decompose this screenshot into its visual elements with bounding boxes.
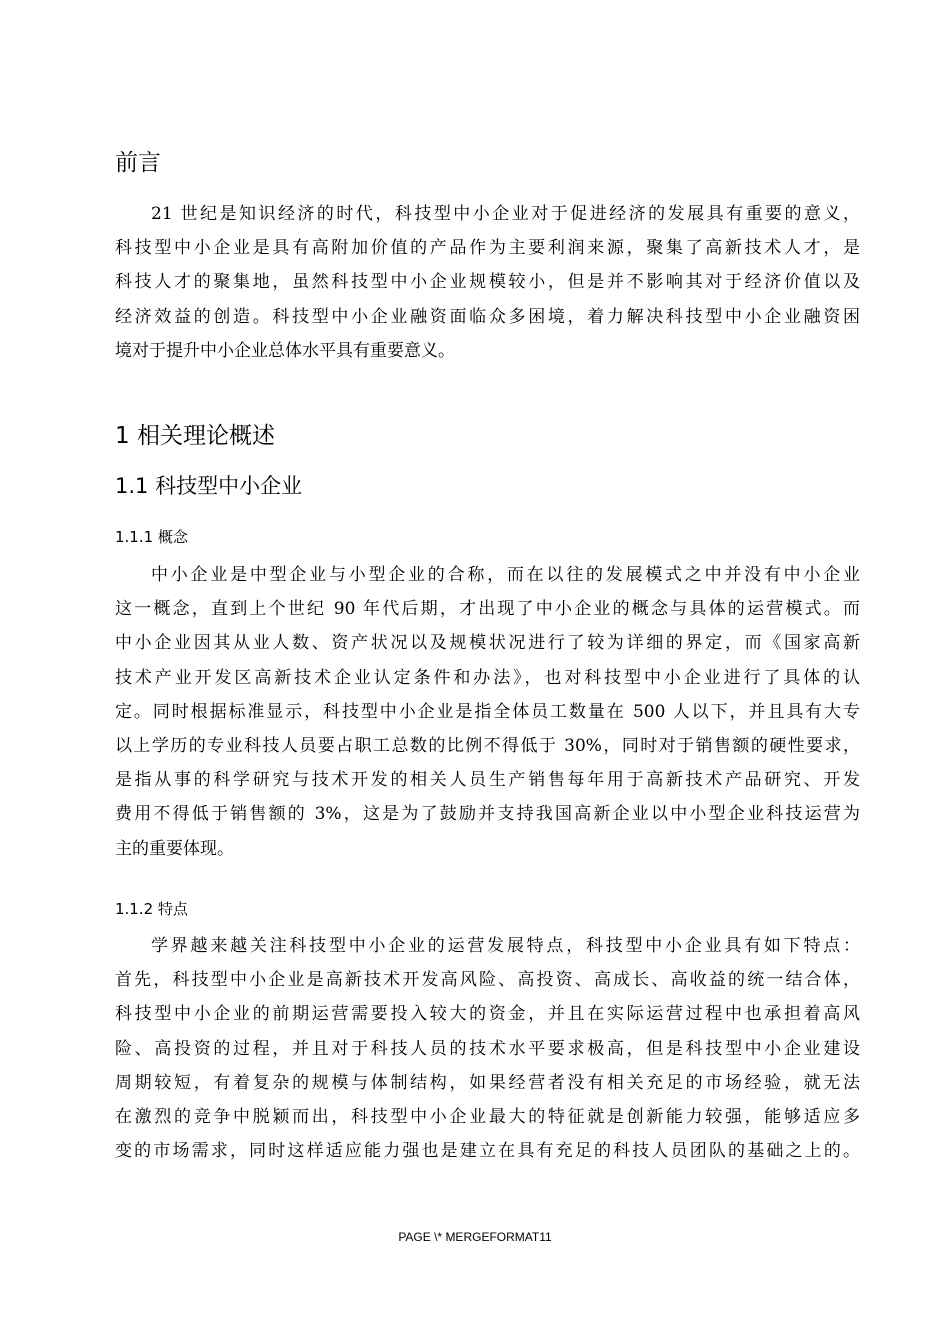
text-line: 这一概念，直到上个世纪 90 年代后期，才出现了中小企业的概念与具体的运营模式。而 bbox=[115, 599, 860, 620]
features-paragraph bbox=[115, 929, 860, 1168]
preface-paragraph bbox=[115, 197, 860, 368]
text-line: 首先，科技型中小企业是高新技术开发高风险、高投资、高成长、高收益的统一结合体， bbox=[115, 970, 860, 991]
text-line: 是指从事的科学研究与技术开发的相关人员生产销售每年用于高新技术产品研究、开发 bbox=[115, 770, 860, 791]
text-line: 21 世纪是知识经济的时代，科技型中小企业对于促进经济的发展具有重要的意义， bbox=[151, 204, 860, 224]
heading-section-1-1: 1.1 科技型中小企业 bbox=[115, 474, 303, 498]
text-line: 定。同时根据标准显示，科技型中小企业是指全体员工数量在 500 人以下，并且具有大专 bbox=[115, 701, 860, 722]
text-line: 险、高投资的过程，并且对于科技人员的技术水平要求极高，但是科技型中小企业建设 bbox=[115, 1038, 860, 1059]
text-line: 在激烈的竞争中脱颖而出，科技型中小企业最大的特征就是创新能力较强，能够适应多 bbox=[115, 1106, 860, 1127]
text-line: 境对于提升中小企业总体水平具有重要意义。 bbox=[115, 340, 455, 361]
text-line: 技术产业开发区高新技术企业认定条件和办法》，也对科技型中小企业进行了具体的认 bbox=[115, 667, 860, 688]
concept-paragraph bbox=[115, 558, 860, 866]
text-line: 以上学历的专业科技人员要占职工总数的比例不得低于 30%，同时对于销售额的硬性要求， bbox=[115, 735, 860, 756]
text-line: 科技人才的聚集地，虽然科技型中小企业规模较小，但是并不影响其对于经济价值以及 bbox=[115, 272, 860, 293]
heading-section-1-1-2: 1.1.2 特点 bbox=[115, 900, 188, 918]
text-line: 费用不得低于销售额的 3%，这是为了鼓励并支持我国高新企业以中小型企业科技运营为 bbox=[115, 804, 860, 825]
text-line: 经济效益的创造。科技型中小企业融资面临众多困境，着力解决科技型中小企业融资困 bbox=[115, 306, 860, 327]
text-line: 中小企业是中型企业与小型企业的合称，而在以往的发展模式之中并没有中小企业 bbox=[151, 565, 860, 585]
text-line: 学界越来越关注科技型中小企业的运营发展特点，科技型中小企业具有如下特点： bbox=[151, 936, 860, 956]
text-line: 科技型中小企业的前期运营需要投入较大的资金，并且在实际运营过程中也承担着高风 bbox=[115, 1004, 860, 1025]
text-line: 中小企业因其从业人数、资产状况以及规模状况进行了较为详细的界定，而《国家高新 bbox=[115, 633, 860, 654]
heading-chapter-1: 1 相关理论概述 bbox=[115, 423, 275, 449]
text-line: 周期较短，有着复杂的规模与体制结构，如果经营者没有相关充足的市场经验，就无法 bbox=[115, 1072, 860, 1093]
heading-preface: 前言 bbox=[115, 150, 161, 176]
text-line: 科技型中小企业是具有高附加价值的产品作为主要利润来源，聚集了高新技术人才，是 bbox=[115, 238, 860, 259]
text-line: 主的重要体现。 bbox=[115, 838, 234, 859]
text-line: 变的市场需求，同时这样适应能力强也是建立在具有充足的科技人员团队的基础之上的。 bbox=[115, 1141, 860, 1162]
heading-section-1-1-1: 1.1.1 概念 bbox=[115, 528, 188, 546]
page-footer: PAGE \* MERGEFORMAT11 bbox=[398, 1230, 552, 1244]
